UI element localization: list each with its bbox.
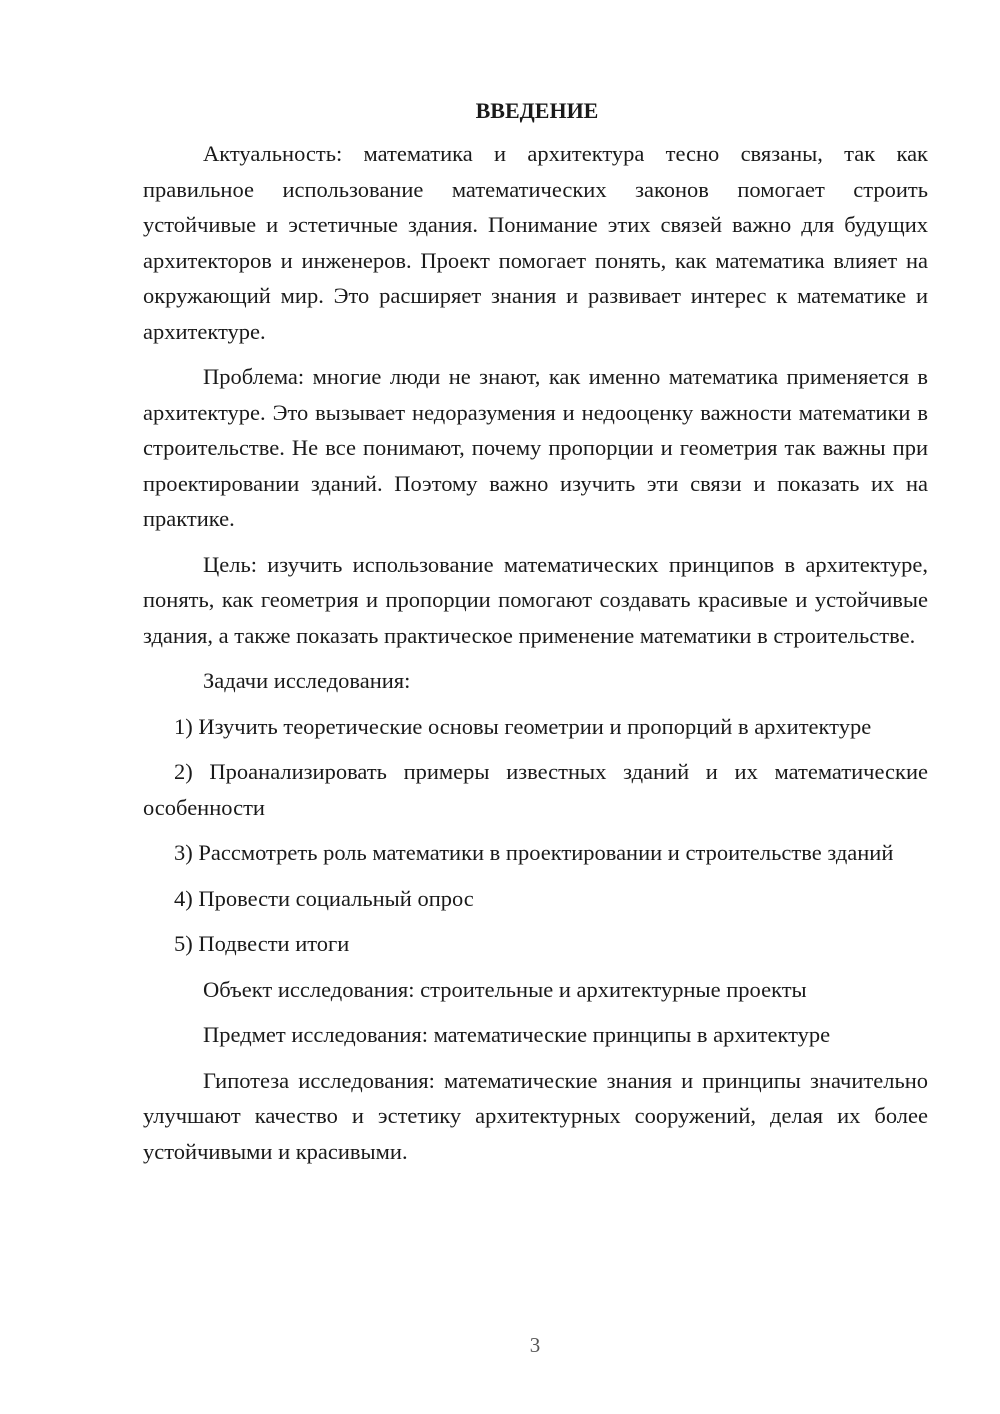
task-item-1: 1) Изучить теоретические основы геометрии и пропорций в архитектуре xyxy=(174,713,872,739)
paragraph-relevance: Актуальность: математика и архитектура тесно связаны, так как правильное использование математических законов помогает строить устойчивые и эстетичные здания. Понимание этих связей важно для будущих архитекторов и инженеров. Проект помогает понять, как математика влияет на окружающий мир. Это расширяет знания и развивает интерес к математике и архитектуре. xyxy=(143,141,928,344)
research-object: Объект исследования: строительные и архитектурные проекты xyxy=(203,976,807,1002)
page-number: 3 xyxy=(529,1333,541,1357)
task-item-4: 4) Провести социальный опрос xyxy=(174,885,474,911)
task-item-2: 2) Проанализировать примеры известных зданий и их математические особенности xyxy=(143,759,928,820)
task-item-3: 3) Рассмотреть роль математики в проектировании и строительстве зданий xyxy=(174,840,894,865)
page-content xyxy=(143,96,928,1169)
page-title: ВВЕДЕНИЕ xyxy=(475,98,599,123)
research-hypothesis: Гипотеза исследования: математические знания и принципы значительно улучшают качество и эстетику архитектурных сооружений, делая их более устойчивыми и красивыми. xyxy=(143,1067,928,1164)
paragraph-problem: Проблема: многие люди не знают, как именно математика применяется в архитектуре. Это вызывает недоразумения и недооценку важности математики в строительстве. Не все понимают, почему пропорции и геометрия так важны при проектировании зданий. Поэтому важно изучить эти связи и показать их на практике. xyxy=(143,364,928,531)
research-subject: Предмет исследования: математические принципы в архитектуре xyxy=(203,1022,831,1047)
task-item-5: 5) Подвести итоги xyxy=(174,931,350,956)
tasks-heading: Задачи исследования: xyxy=(203,668,411,693)
paragraph-goal: Цель: изучить использование математических принципов в архитектуре, понять, как геометрия и пропорции помогают создавать красивые и устойчивые здания, а также показать практическое применение математики в строительстве. xyxy=(143,551,928,648)
